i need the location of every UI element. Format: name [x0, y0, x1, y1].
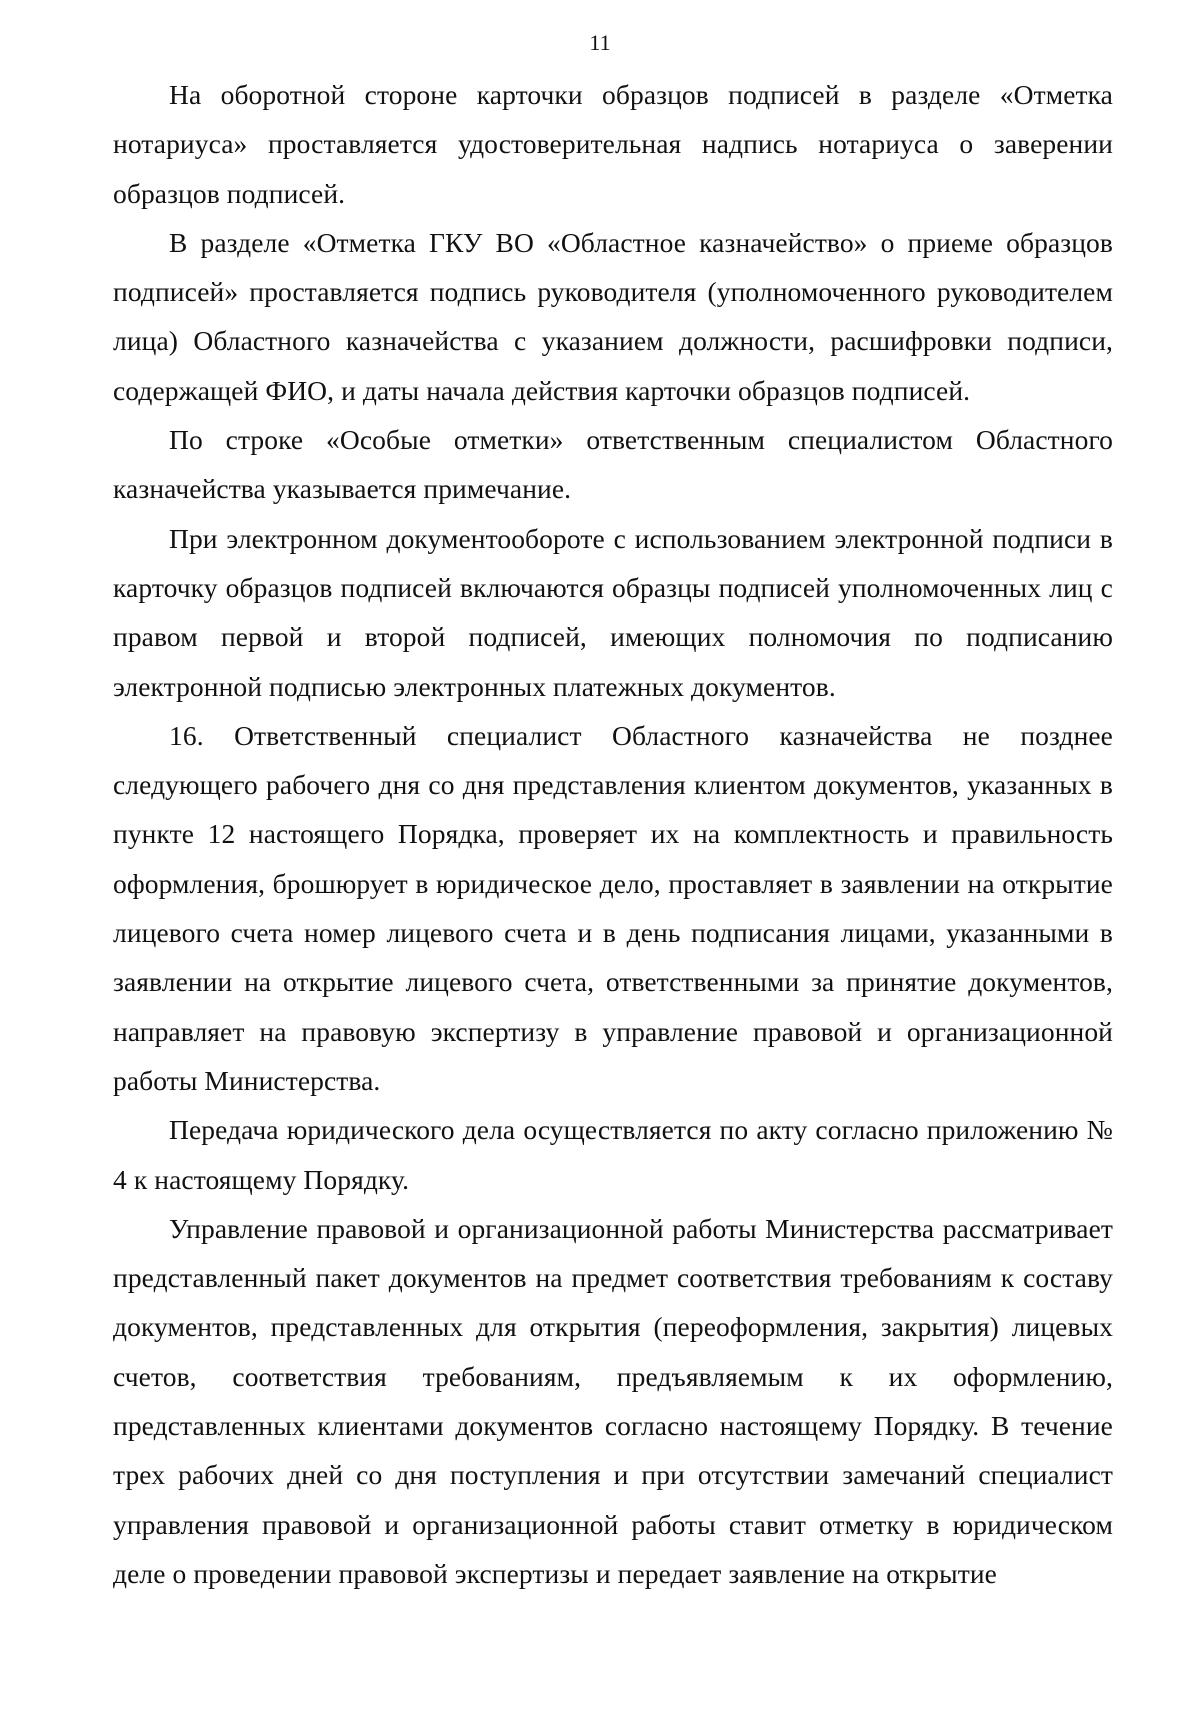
page-number: 11: [589, 30, 611, 55]
paragraph-transfer-act: Передача юридического дела осуществляется по акту согласно приложению № 4 к настоящему Порядку.: [113, 1114, 1113, 1195]
document-body: [113, 70, 1113, 1598]
paragraph-treasury-mark: В разделе «Отметка ГКУ ВО «Областное казначейство» о приеме образцов подписей» проставляется подпись руководителя (уполномоченного руководителем лица) Областного казначейства с указанием должности, расшифровки подписи, содержащей ФИО, и даты начала действия карточки образцов подписей.: [113, 226, 1113, 406]
paragraph-item-16: 16. Ответственный специалист Областного казначейства не позднее следующего рабочего дня со дня представления клиентом документов, указанных в пункте 12 настоящего Порядка, проверяет их на комплектность и правильность оформления, брошюрует в юридическое дело, проставляет в заявлении на открытие лицевого счета номер лицевого счета и в день подписания лицами, указанными в заявлении на открытие лицевого счета, ответственными за принятие документов, направляет на правовую экспертизу в управление правовой и организационной работы Министерства.: [113, 719, 1113, 1096]
paragraph-electronic-workflow: При электронном документообороте с использованием электронной подписи в карточку образцов подписей включаются образцы подписей уполномоченных лиц с правом первой и второй подписей, имеющих полномочия по подписанию электронной подписью электронных платежных документов.: [113, 522, 1113, 702]
paragraph-special-notes: По строке «Особые отметки» ответственным специалистом Областного казначейства указывается примечание.: [113, 424, 1113, 505]
paragraph-legal-review: Управление правовой и организационной работы Министерства рассматривает представленный пакет документов на предмет соответствия требованиям к составу документов, представленных для открытия (переоформления, закрытия) лицевых счетов, соответствия требованиям, предъявляемым к их оформлению, представленных клиентами документов согласно настоящему Порядку. В течение трех рабочих дней со дня поступления и при отсутствии замечаний специалист управления правовой и организационной работы ставит отметку в юридическом деле о проведении правовой экспертизы и передает заявление на открытие: [113, 1212, 1113, 1589]
paragraph-notary-mark: На оборотной стороне карточки образцов подписей в разделе «Отметка нотариуса» проставляется удостоверительная надпись нотариуса о заверении образцов подписей.: [113, 79, 1113, 209]
